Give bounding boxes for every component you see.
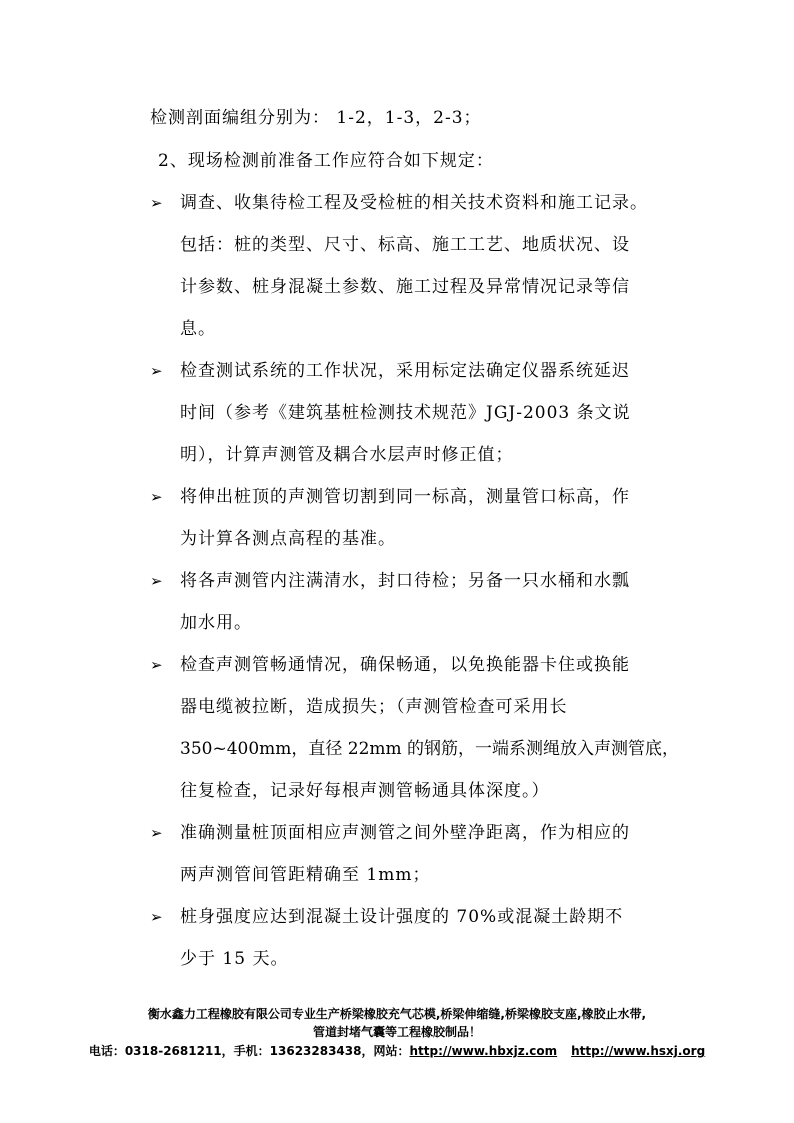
section-heading: 2、现场检测前准备工作应符合如下规定： [158,151,494,171]
footer-website-link-1[interactable]: http://www.hbxjz.com [409,1044,558,1058]
arrow-bullet-icon: ➢ [150,908,163,926]
bullet-line: 明），计算声测管及耦合水层声时修正值； [180,445,514,465]
arrow-bullet-icon: ➢ [150,656,163,674]
bullet-line: 计参数、桩身混凝土参数、施工过程及异常情况记录等信 [180,277,630,297]
footer-company-line: 衡水鑫力工程橡胶有限公司专业生产桥梁橡胶充气芯模,桥梁伸缩缝,桥梁橡胶支座,橡胶止水带, [147,1007,647,1021]
arrow-bullet-icon: ➢ [150,194,163,212]
arrow-bullet-icon: ➢ [150,488,163,506]
arrow-bullet-icon: ➢ [150,362,163,380]
intro-line: 检测剖面编组分别为： 1-2，1-3，2-3； [150,108,482,128]
arrow-bullet-icon: ➢ [150,824,163,842]
bullet-line: 两声测管间管距精确至 1mm； [180,865,431,885]
arrow-bullet-icon: ➢ [150,572,163,590]
bullet-line: 息。 [180,319,216,339]
bullet-line: 准确测量桩顶面相应声测管之间外壁净距离，作为相应的 [180,823,630,843]
bullet-line: 器电缆被拉断，造成损失；（声测管检查可采用长 [180,697,568,717]
bullet-line: 加水用。 [180,613,252,633]
bullet-line: 桩身强度应达到混凝土设计强度的 70%或混凝土龄期不 [180,907,624,927]
footer-contact-line [0,1043,794,1059]
bullet-line: 检查测试系统的工作状况，采用标定法确定仪器系统延迟 [180,361,630,381]
bullet-line: 为计算各测点高程的基准。 [180,529,396,549]
bullet-line: 少于 15 天。 [180,949,289,969]
bullet-line: 350~400mm，直径 22mm 的钢筋，一端系测绳放入声测管底， [180,739,680,759]
footer-contact-text: 电话：0318-2681211，手机：13623283438，网站： [88,1044,410,1058]
footer-products-line: 管道封堵气囊等工程橡胶制品！ [312,1025,481,1039]
bullet-line: 将伸出桩顶的声测管切割到同一标高，测量管口标高，作 [180,487,630,507]
bullet-line: 检查声测管畅通情况，确保畅通，以免换能器卡住或换能 [180,655,630,675]
bullet-line: 包括：桩的类型、尺寸、标高、施工工艺、地质状况、设 [180,235,630,255]
bullet-line: 调查、收集待检工程及受检桩的相关技术资料和施工记录。 [180,193,648,213]
bullet-line: 往复检查，记录好每根声测管畅通具体深度。） [180,781,550,801]
footer-website-link-2[interactable]: http://www.hsxj.org [571,1044,706,1058]
bullet-line: 时间（参考《建筑基桩检测技术规范》JGJ-2003 条文说 [180,403,631,423]
bullet-line: 将各声测管内注满清水，封口待检；另备一只水桶和水瓢 [180,571,630,591]
